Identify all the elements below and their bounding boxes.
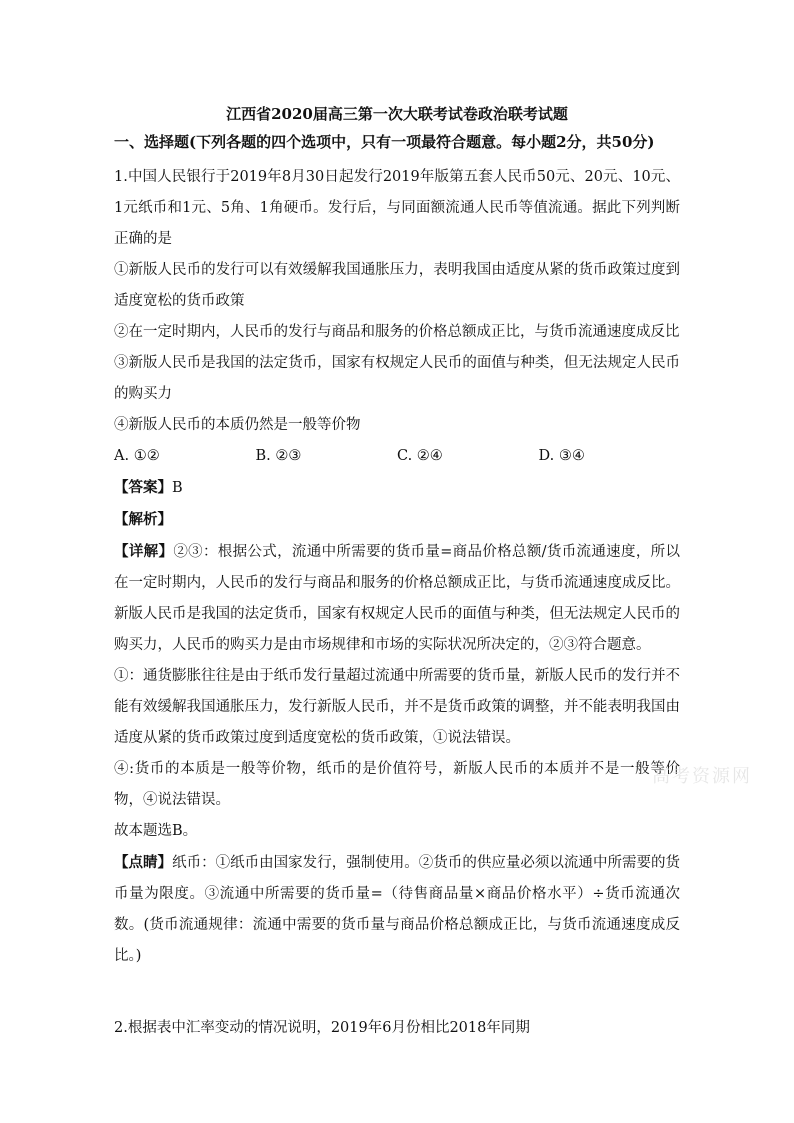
explain-statement-1: ①：通货膨胀往往是由于纸币发行量超过流通中所需要的货币量，新版人民币的发行并不能有效缓解我国通胀压力，发行新版人民币，并不是货币政策的调整，并不能表明我国由适度从紧的货币政策过度到适度宽松的货币政策，①说法错误。 — [114, 668, 680, 746]
tip-text: 纸币：①纸币由国家发行，强制使用。②货币的供应量必须以流通中所需要的货币量为限度。③流通中所需要的货币量=（待售商品量×商品价格水平）÷货币流通次数。(货币流通规律：流通中需要的货币量与商品价格总额成正比，与货币流通速度成反比。) — [114, 855, 681, 964]
detail-tag: 【详解】 — [114, 543, 174, 560]
spacer-small — [114, 1003, 680, 1013]
detail-paragraph — [114, 536, 680, 661]
option-c: C. ②④ — [397, 448, 443, 464]
answer-value: B — [172, 480, 183, 496]
answer-tag: 【答案】 — [114, 479, 172, 496]
statement-4: ④新版人民币的本质仍然是一般等价物 — [114, 417, 361, 433]
tip-tag: 【点睛】 — [114, 854, 173, 871]
option-a: A. ①② — [114, 448, 160, 464]
section-heading: 一、选择题(下列各题的四个选项中，只有一项最符合题意。每小题2分，共50分) — [114, 133, 655, 151]
explain-statement-4: ④:货币的本质是一般等价物，纸币的是价值符号，新版人民币的本质并不是一般等价物，④说法错误。 — [114, 761, 680, 808]
analysis-line — [114, 504, 680, 536]
statement-3: ③新版人民币是我国的法定货币，国家有权规定人民币的面值与种类，但无法规定人民币的购买力 — [114, 355, 680, 402]
question-1-stem: 1.中国人民银行于2019年8月30日起发行2019年版第五套人民币50元、20元、10元、1元纸币和1元、5角、1角硬币。发行后，与同面额流通人民币等值流通。据此下列判断正确的是 — [114, 169, 680, 247]
statement-2: ②在一定时期内，人民币的发行与商品和服务的价格总额成正比，与货币流通速度成反比 — [114, 324, 680, 340]
tip-paragraph — [114, 847, 680, 972]
watermark: 高考资源网 — [652, 766, 752, 787]
answer-options — [114, 441, 680, 472]
option-b: B. ②③ — [255, 448, 302, 464]
detail-text: ②③：根据公式，流通中所需要的货币量=商品价格总额/货币流通速度，所以在一定时期内，人民币的发行与商品和服务的价格总额成正比，与货币流通速度成反比。新版人民币是我国的法定货币，国家有权规定人民币的面值与种类，但无法规定人民币的购买力，人民币的购买力是由市场规律和市场的实际状况所决定的，②③符合题意。 — [114, 544, 680, 653]
answer-line — [114, 472, 680, 504]
conclusion-line: 故本题选B。 — [114, 823, 198, 839]
option-d: D. ③④ — [538, 448, 585, 464]
question-content — [114, 162, 680, 1044]
statement-1: ①新版人民币的发行可以有效缓解我国通胀压力，表明我国由适度从紧的货币政策过度到适度宽松的货币政策 — [114, 262, 680, 309]
spacer — [114, 972, 680, 1003]
question-2-stem: 2.根据表中汇率变动的情况说明，2019年6月份相比2018年同期 — [114, 1020, 530, 1036]
page-title: 江西省2020届高三第一次大联考试卷政治联考试题 — [226, 105, 568, 123]
analysis-tag: 【解析】 — [114, 511, 172, 528]
